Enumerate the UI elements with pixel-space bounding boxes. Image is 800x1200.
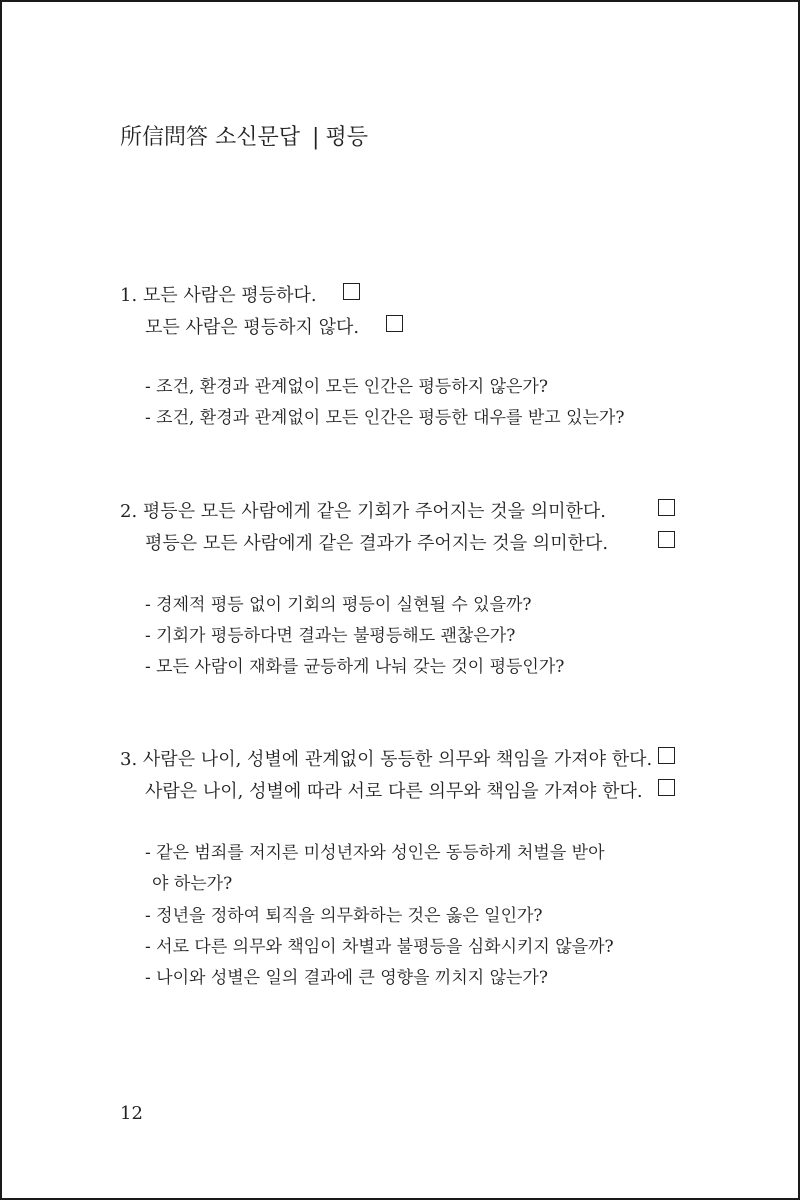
- question-1-checkbox-2[interactable]: [386, 315, 403, 332]
- header-separator: |: [312, 125, 320, 150]
- question-1-statement-1: 1. 모든 사람은 평등하다.: [120, 285, 317, 306]
- question-3-statement-2: 사람은 나이, 성별에 따라 서로 다른 의무와 책임을 가져야 한다.: [145, 781, 643, 802]
- page-header: [120, 120, 368, 151]
- question-3-prompt-4: - 나이와 성별은 일의 결과에 큰 영향을 끼치지 않는가?: [145, 968, 548, 988]
- question-1-checkbox-1[interactable]: [343, 283, 360, 300]
- question-number: 1.: [120, 285, 138, 306]
- question-2-checkbox-2[interactable]: [658, 531, 675, 548]
- question-1-prompt-2: - 조건, 환경과 관계없이 모든 인간은 평등한 대우를 받고 있는가?: [145, 408, 625, 428]
- question-2-prompt-3: - 모든 사람이 재화를 균등하게 나눠 갖는 것이 평등인가?: [145, 657, 565, 677]
- question-number: 3.: [120, 749, 138, 770]
- header-title: 所信問答 소신문답: [120, 125, 301, 150]
- question-1-prompt-1: - 조건, 환경과 관계없이 모든 인간은 평등하지 않은가?: [145, 377, 548, 397]
- question-2-prompt-2: - 기회가 평등하다면 결과는 불평등해도 괜찮은가?: [145, 626, 516, 646]
- question-3-prompt-1-continued: 야 하는가?: [152, 874, 233, 894]
- question-3-checkbox-2[interactable]: [658, 779, 675, 796]
- question-1-statement-2: 모든 사람은 평등하지 않다.: [145, 317, 360, 338]
- page-number: 12: [120, 1103, 143, 1124]
- question-3-statement-1: 3. 사람은 나이, 성별에 관계없이 동등한 의무와 책임을 가져야 한다.: [120, 749, 653, 770]
- question-2-statement-2: 평등은 모든 사람에게 같은 결과가 주어지는 것을 의미한다.: [145, 533, 609, 554]
- question-number: 2.: [120, 501, 138, 522]
- question-2-prompt-1: - 경제적 평등 없이 기회의 평등이 실현될 수 있을까?: [145, 595, 532, 615]
- question-3-checkbox-1[interactable]: [658, 747, 675, 764]
- header-topic: 평등: [325, 125, 368, 150]
- question-3-prompt-2: - 정년을 정하여 퇴직을 의무화하는 것은 옳은 일인가?: [145, 906, 543, 926]
- question-3-prompt-3: - 서로 다른 의무와 책임이 차별과 불평등을 심화시키지 않을까?: [145, 937, 614, 957]
- question-2-statement-1: 2. 평등은 모든 사람에게 같은 기회가 주어지는 것을 의미한다.: [120, 501, 607, 522]
- question-2-checkbox-1[interactable]: [658, 499, 675, 516]
- question-3-prompt-1: - 같은 범죄를 저지른 미성년자와 성인은 동등하게 처벌을 받아: [145, 843, 605, 863]
